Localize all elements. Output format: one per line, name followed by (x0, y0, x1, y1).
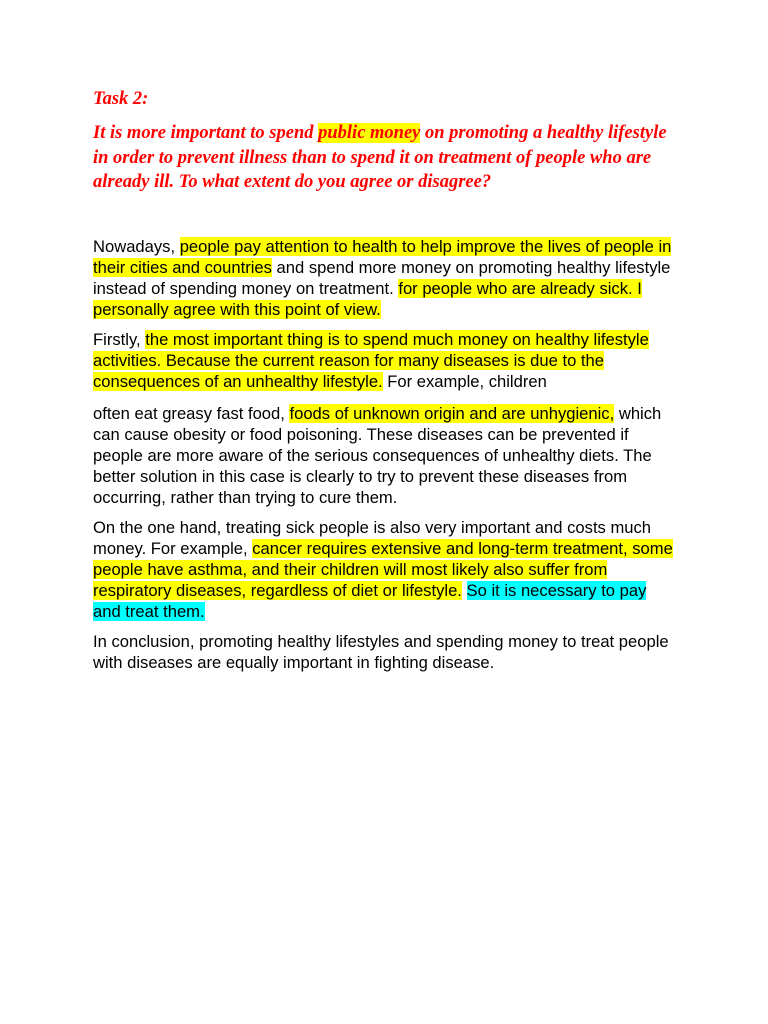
essay-paragraph-introduction (93, 236, 677, 320)
text-run: Firstly, (93, 330, 146, 349)
essay-paragraph-firstly (93, 329, 677, 392)
text-run: For example, children (382, 372, 547, 391)
text-run: On the one hand, treating sick people is also very important and costs much money. For example, (93, 518, 652, 558)
text-run (462, 581, 467, 600)
essay-paragraph-on-the-one-hand (93, 517, 677, 622)
task-label: Task 2: (93, 89, 149, 109)
task-prompt-text: It is more important to spend (93, 123, 319, 143)
text-run: and spend more money on promoting healthy lifestyle instead of spending money on treatment. (93, 258, 671, 298)
text-run: In conclusion, promoting healthy lifestyles and spending money to treat people with diseases are equally important in fighting disease. (93, 632, 669, 672)
task-prompt-highlight: public money (318, 123, 421, 143)
text-run: which can cause obesity or food poisoning. These diseases can be prevented if people are more aware of the serious consequences of unhealthy diets. The better solution in this case is clearly to try to prevent these diseases from occurring, rather than trying to cure them. (93, 404, 662, 507)
essay-paragraph-conclusion (93, 631, 677, 673)
highlighted-text: foods of unknown origin and are unhygienic, (289, 404, 615, 423)
essay-body (93, 236, 677, 682)
highlighted-text-cyan: So it is necessary to pay and treat them. (93, 581, 647, 621)
highlighted-text: for people who are already sick. I personally agree with this point of view. (93, 279, 642, 319)
text-run: often eat greasy fast food, (93, 404, 290, 423)
task-prompt-text-end: on promoting a healthy lifestyle in order to prevent illness than to spend it on treatment of people who are already ill. To what extent do you agree or disagree? (93, 123, 667, 192)
highlighted-text: the most important thing is to spend much money on healthy lifestyle activities. Because the current reason for many diseases is due to the consequences of an unhealthy lifestyle. (93, 330, 649, 391)
highlighted-text: people pay attention to health to help improve the lives of people in their cities and countries (93, 237, 672, 277)
task-prompt (93, 121, 683, 195)
essay-paragraph-firstly-continued (93, 403, 677, 508)
highlighted-text: cancer requires extensive and long-term treatment, some people have asthma, and their children will most likely also suffer from respiratory diseases, regardless of diet or lifestyle. (93, 539, 673, 600)
text-run: Nowadays, (93, 237, 180, 256)
